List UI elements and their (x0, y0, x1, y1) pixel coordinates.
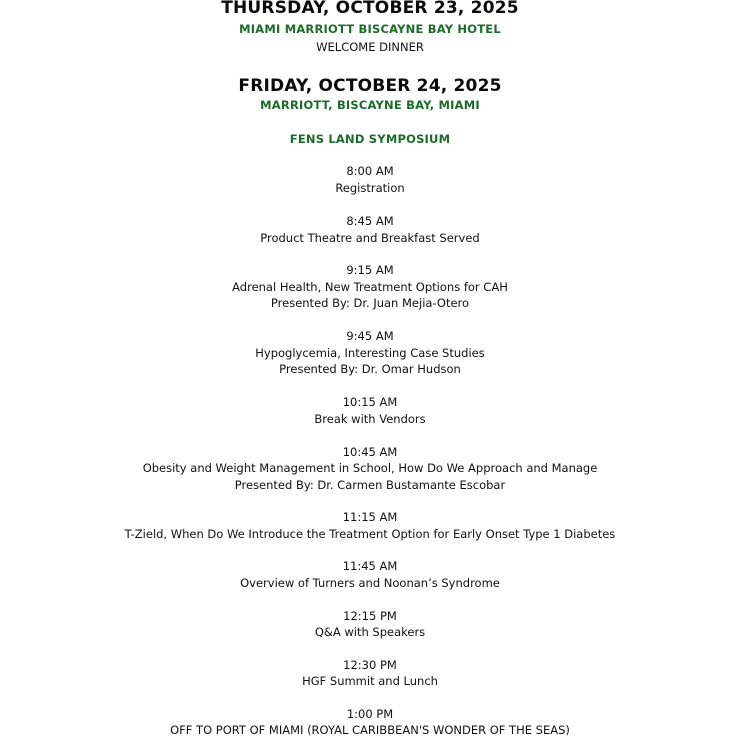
schedule-time: 11:15 AM (342, 510, 398, 524)
schedule-item-presenter: Presented By: Dr. Carmen Bustamante Escobar (234, 478, 506, 492)
schedule-item-text: Q&A with Speakers (314, 625, 426, 639)
schedule-time: 10:15 AM (342, 395, 398, 409)
schedule-item-text: OFF TO PORT OF MIAMI (ROYAL CARIBBEAN'S WONDER OF THE SEAS) (170, 723, 570, 737)
schedule-item-text: Product Theatre and Breakfast Served (260, 231, 480, 245)
schedule-time: 8:45 AM (346, 214, 394, 228)
thursday-event: WELCOME DINNER (316, 40, 424, 54)
schedule-item-presenter: Presented By: Dr. Juan Mejia-Otero (270, 296, 470, 310)
schedule-item-text: Obesity and Weight Management in School, How Do We Approach and Manage (142, 461, 598, 475)
schedule-item-text: Hypoglycemia, Interesting Case Studies (255, 346, 485, 360)
schedule-time: 12:30 PM (343, 658, 397, 672)
schedule-item-text: Registration (335, 181, 405, 195)
schedule-item-presenter: Presented By: Dr. Omar Hudson (279, 362, 461, 376)
schedule-time: 10:45 AM (342, 445, 398, 459)
friday-date-heading: FRIDAY, OCTOBER 24, 2025 (238, 76, 502, 96)
schedule-item-text: Break with Vendors (314, 412, 426, 426)
schedule-time: 8:00 AM (346, 164, 394, 178)
schedule-time: 1:00 PM (346, 707, 394, 721)
friday-program-title: FENS LAND SYMPOSIUM (289, 132, 451, 146)
schedule-item-text: T-Zield, When Do We Introduce the Treatment Option for Early Onset Type 1 Diabetes (124, 527, 616, 541)
schedule-item-text: Adrenal Health, New Treatment Options for CAH (232, 280, 508, 294)
schedule-item-text: Overview of Turners and Noonan’s Syndrome (240, 576, 500, 590)
schedule-time: 12:15 PM (343, 609, 397, 623)
schedule-time: 11:45 AM (342, 559, 398, 573)
schedule-time: 9:45 AM (346, 329, 394, 343)
thursday-date-heading: THURSDAY, OCTOBER 23, 2025 (221, 0, 519, 18)
friday-venue: MARRIOTT, BISCAYNE BAY, MIAMI (260, 98, 480, 112)
schedule-time: 9:15 AM (346, 263, 394, 277)
schedule-item-text: HGF Summit and Lunch (302, 674, 438, 688)
thursday-venue: MIAMI MARRIOTT BISCAYNE BAY HOTEL (239, 22, 501, 36)
